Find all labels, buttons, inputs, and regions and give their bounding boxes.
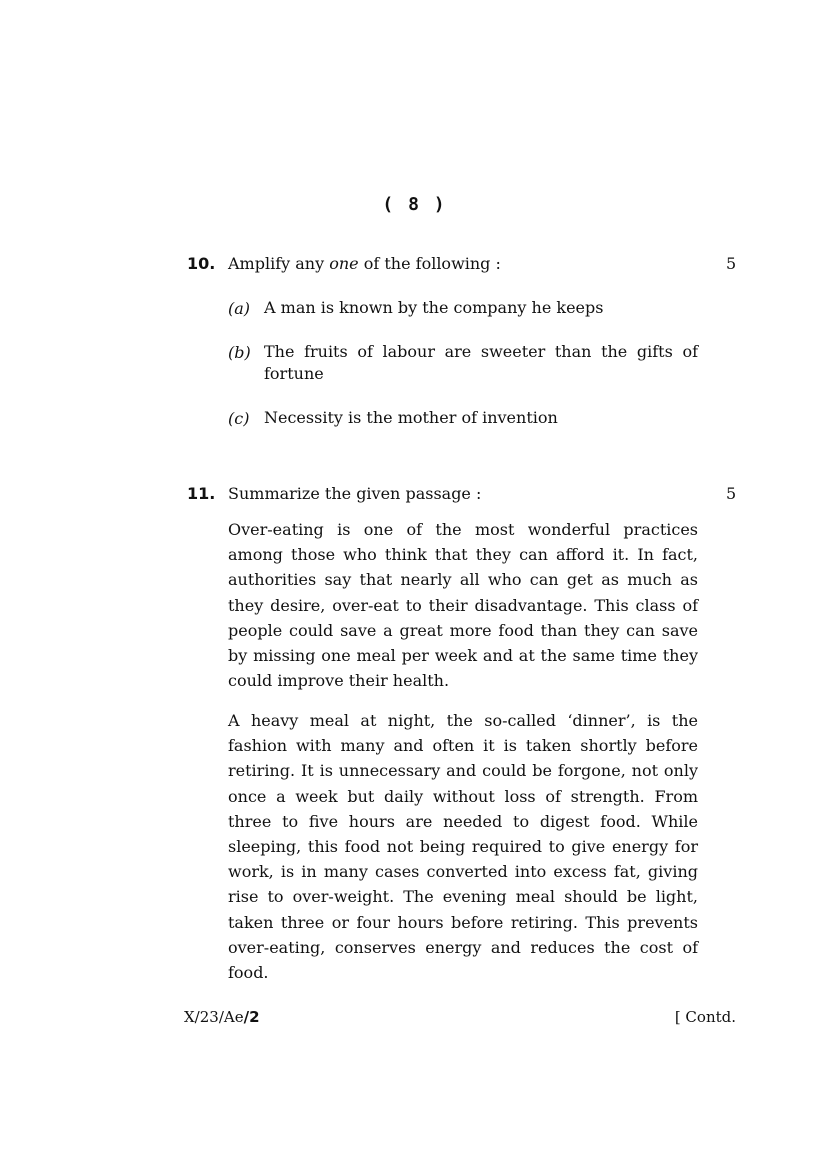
option-a-label: (a) bbox=[228, 299, 251, 318]
footer-code: X/23/Ae/2 bbox=[184, 1008, 260, 1026]
question-10-number: 10. bbox=[187, 254, 216, 273]
option-c-text: Necessity is the mother of invention bbox=[264, 408, 558, 427]
option-a-text: A man is known by the company he keeps bbox=[264, 298, 604, 317]
footer-contd: [ Contd. bbox=[674, 1008, 736, 1026]
passage-paragraph-2: A heavy meal at night, the so-called ‘dinner’, is the fashion with many and often it is taken shortly before retiring. It is unnecessary and could be forgone, not only once a week but daily without loss of strength. From three to five hours are needed to digest food. While sleeping, this food not being required to give energy for work, is in many cases converted into excess fat, giving rise to over-weight. The evening meal should be light, taken three or four hours before retiring. This prevents over-eating, conserves energy and reduces the cost of food. bbox=[228, 711, 698, 983]
option-c-label: (c) bbox=[228, 409, 250, 428]
question-10-text: Amplify any one of the following : bbox=[228, 254, 501, 273]
question-10-marks: 5 bbox=[726, 254, 737, 273]
page-number: ( 8 ) bbox=[382, 194, 445, 215]
question-11-text: Summarize the given passage : bbox=[228, 484, 482, 503]
passage-paragraph-1: Over-eating is one of the most wonderful practices among those who think that they can afford it. In fact, authorities say that nearly all who can get as much as they desire, over-eat to their disadvantage. This class of people could save a great more food than they can save by missing one meal per week and at the same time they could improve their health. bbox=[228, 520, 698, 691]
question-11-marks: 5 bbox=[726, 484, 737, 503]
option-b-label: (b) bbox=[228, 343, 251, 362]
option-b-text: The fruits of labour are sweeter than the gifts of fortune bbox=[264, 342, 698, 383]
question-11-number: 11. bbox=[187, 484, 216, 503]
